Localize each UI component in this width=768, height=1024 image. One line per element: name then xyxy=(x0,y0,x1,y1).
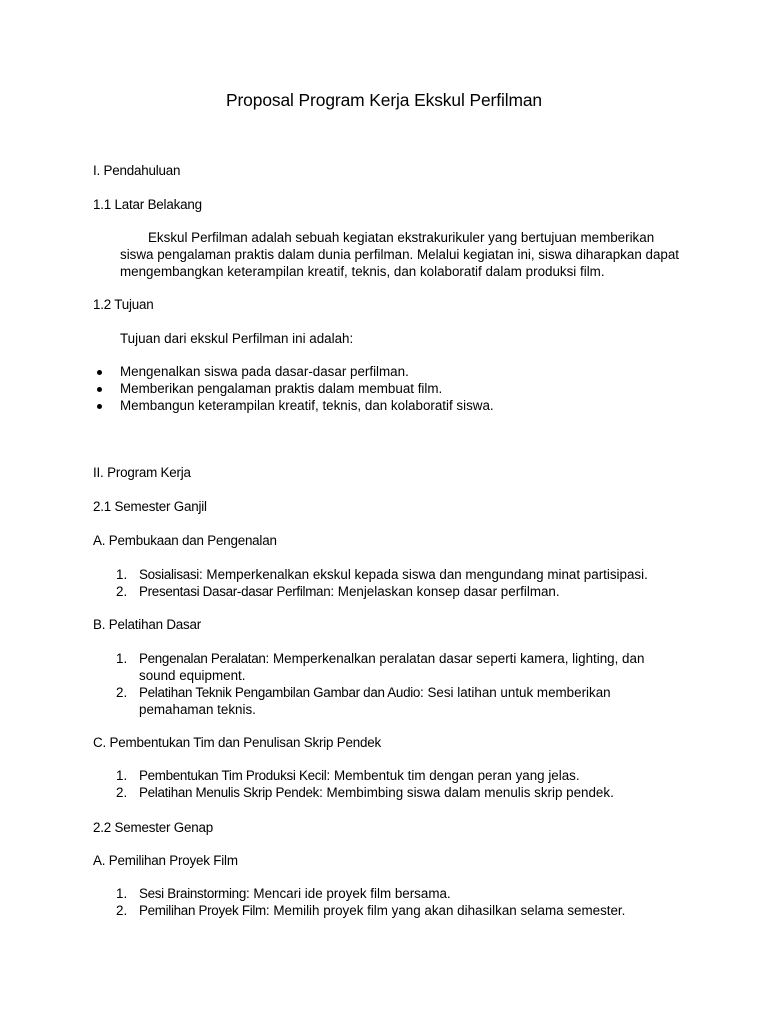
list-item-term: Sosialisasi xyxy=(139,567,199,582)
section-heading-pendahuluan: I. Pendahuluan xyxy=(93,163,181,178)
bullet-icon xyxy=(97,370,102,375)
pembentukan-numbered-list xyxy=(0,767,768,801)
list-item xyxy=(0,784,768,801)
list-number: 1. xyxy=(116,651,128,666)
list-item-desc: : Mencari ide proyek film bersama. xyxy=(245,886,451,901)
list-number: 1. xyxy=(116,886,128,901)
list-item xyxy=(0,363,768,380)
subheading-pelatihan-dasar: B. Pelatihan Dasar xyxy=(93,617,202,632)
list-item-desc: : Memperkenalkan peralatan dasar seperti kamera, lighting, dan sound equipment. xyxy=(139,651,645,683)
list-item-term: Presentasi Dasar-dasar Perfilman xyxy=(139,584,331,599)
subheading-latar-belakang: 1.1 Latar Belakang xyxy=(93,197,202,212)
subheading-pembentukan-tim: C. Pembentukan Tim dan Penulisan Skrip Pendek xyxy=(93,735,381,750)
list-item-desc: : Sesi latihan untuk memberikan pemahaman teknis. xyxy=(139,685,611,717)
list-item-term: Pelatihan Menulis Skrip Pendek xyxy=(139,785,320,800)
subheading-semester-genap: 2.2 Semester Genap xyxy=(93,820,213,835)
list-item-desc: : Memperkenalkan ekskul kepada siswa dan mengundang minat partisipasi. xyxy=(198,567,648,582)
list-item-desc: : Menjelaskan konsep dasar perfilman. xyxy=(330,584,560,599)
list-item-term: Pembentukan Tim Produksi Kecil xyxy=(139,768,327,783)
tujuan-intro: Tujuan dari ekskul Perfilman ini adalah: xyxy=(120,331,354,346)
bullet-icon xyxy=(97,404,102,409)
section-heading-program-kerja: II. Program Kerja xyxy=(93,465,191,480)
pelatihan-numbered-list xyxy=(0,650,768,718)
tujuan-bullet-list xyxy=(0,363,768,414)
subheading-pembukaan: A. Pembukaan dan Pengenalan xyxy=(93,533,277,548)
list-item-term: Pelatihan Teknik Pengambilan Gambar dan Audio xyxy=(139,685,421,700)
list-item-desc: : Membimbing siswa dalam menulis skrip pendek. xyxy=(319,785,614,800)
list-item-term: Pemilihan Proyek Film xyxy=(139,903,266,918)
latar-belakang-paragraph: Ekskul Perfilman adalah sebuah kegiatan ekstrakurikuler yang bertujuan memberikan siswa pengalaman praktis dalam dunia perfilman. Melalui kegiatan ini, siswa diharapkan dapat mengembangkan keterampilan kreatif, teknis, dan kolaboratif dalam produksi film. xyxy=(120,230,680,279)
list-number: 1. xyxy=(116,567,128,582)
subheading-pemilihan-proyek: A. Pemilihan Proyek Film xyxy=(93,853,238,868)
list-number: 2. xyxy=(116,685,128,700)
list-number: 1. xyxy=(116,768,128,783)
pemilihan-numbered-list xyxy=(0,885,768,919)
list-item xyxy=(0,684,768,718)
list-item-text: Mengenalkan siswa pada dasar-dasar perfilman. xyxy=(120,364,409,379)
list-item-term: Sesi Brainstorming xyxy=(139,886,246,901)
list-number: 2. xyxy=(116,785,128,800)
document-title: Proposal Program Kerja Ekskul Perfilman xyxy=(225,90,543,110)
list-item xyxy=(0,583,768,600)
list-item-text: Memberikan pengalaman praktis dalam membuat film. xyxy=(120,381,443,396)
bullet-icon xyxy=(97,387,102,392)
subheading-semester-ganjil: 2.1 Semester Ganjil xyxy=(93,499,207,514)
subheading-tujuan: 1.2 Tujuan xyxy=(93,297,154,312)
list-item-term: Pengenalan Peralatan xyxy=(139,651,266,666)
list-item-text: Membangun keterampilan kreatif, teknis, dan kolaboratif siswa. xyxy=(120,398,494,413)
list-item xyxy=(0,380,768,397)
list-item xyxy=(0,566,768,583)
list-item-desc: : Membentuk tim dengan peran yang jelas. xyxy=(326,768,580,783)
list-item xyxy=(0,885,768,902)
list-number: 2. xyxy=(116,584,128,599)
list-item xyxy=(0,767,768,784)
list-item xyxy=(0,650,768,684)
list-item xyxy=(0,902,768,919)
list-number: 2. xyxy=(116,903,128,918)
pembukaan-numbered-list xyxy=(0,566,768,600)
list-item xyxy=(0,397,768,414)
list-item-desc: : Memilih proyek film yang akan dihasilkan selama semester. xyxy=(265,903,626,918)
